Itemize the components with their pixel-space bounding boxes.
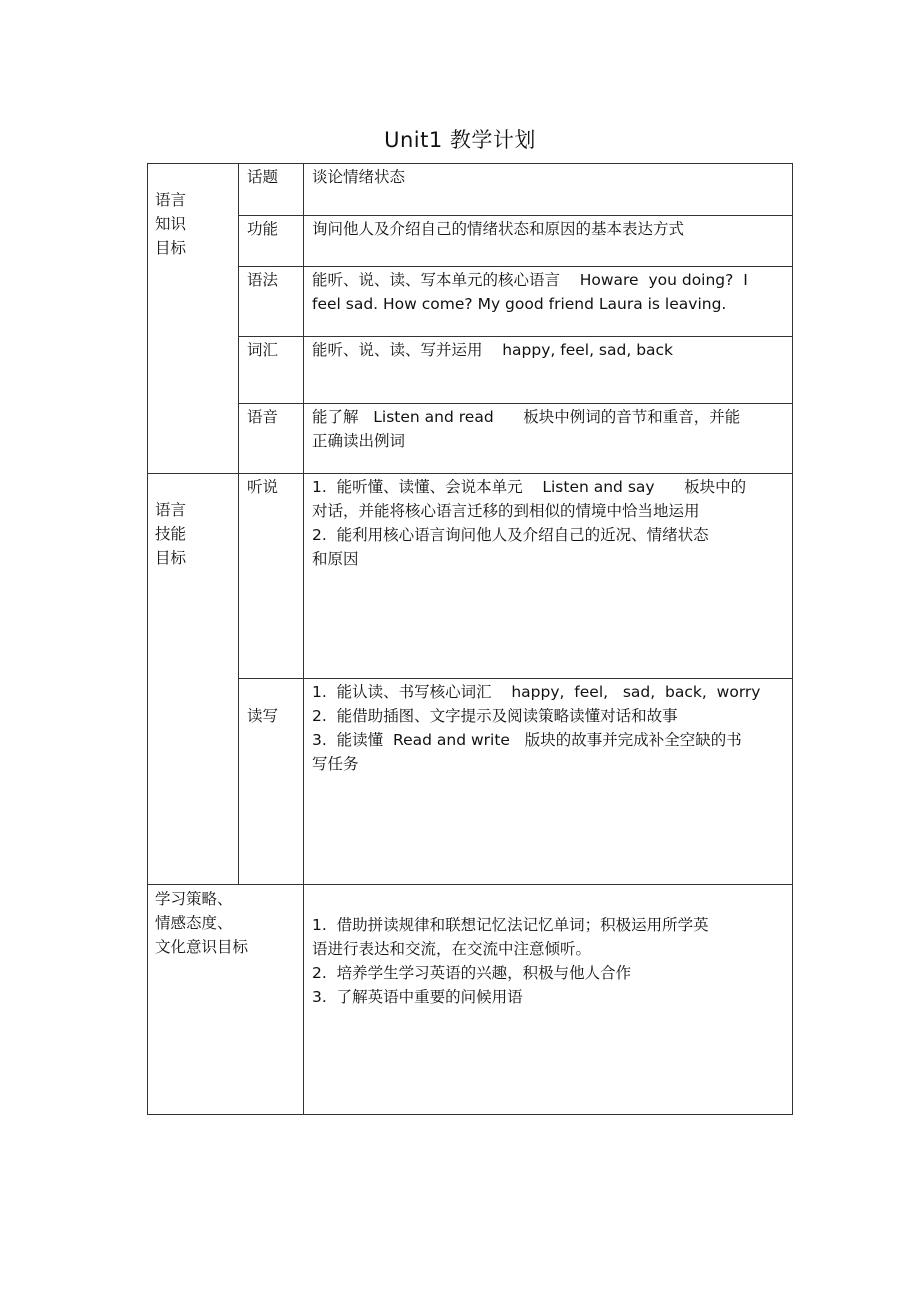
table-row <box>148 474 793 679</box>
subcategory-grammar: 语法 <box>239 267 304 337</box>
content-reading-writing <box>304 679 793 885</box>
table-row <box>148 337 793 404</box>
subcategory-vocabulary: 词汇 <box>239 337 304 404</box>
content-line: 1. 能认读、书写核心词汇 happy, feel, sad, back, worry <box>312 683 761 701</box>
content-line: 询问他人及介绍自己的情绪状态和原因的基本表达方式 <box>312 220 685 238</box>
content-line: 对话，并能将核心语言迁移的到相似的情境中恰当地运用 <box>312 502 700 520</box>
content-line: 1. 能听懂、读懂、会说本单元 Listen and say 板块中的 <box>312 478 747 496</box>
content-line: 1. 借助拼读规律和联想记忆法记忆单词；积极运用所学英 <box>312 916 709 934</box>
category-label-line: 知识 <box>155 215 187 233</box>
content-line: 和原因 <box>312 550 359 568</box>
content-grammar <box>304 267 793 337</box>
subcategory-listening-speaking: 听说 <box>239 474 304 679</box>
content-line: 能了解 Listen and read 板块中例词的音节和重音，并能 <box>312 408 741 426</box>
subcategory-function: 功能 <box>239 216 304 267</box>
teaching-plan-table <box>147 163 793 1115</box>
content-function <box>304 216 793 267</box>
content-line: 正确读出例词 <box>312 432 406 450</box>
subcategory-pronunciation: 语音 <box>239 404 304 474</box>
content-line: 3. 了解英语中重要的问候用语 <box>312 988 523 1006</box>
category-label-line: 语言 <box>155 191 187 209</box>
content-line: 谈论情绪状态 <box>312 168 406 186</box>
table-row <box>148 164 793 216</box>
content-line: 2. 能利用核心语言询问他人及介绍自己的近况、情绪状态 <box>312 526 709 544</box>
category-label-line: 技能 <box>155 525 187 543</box>
category-label-line: 语言 <box>155 501 187 519</box>
subcategory-topic: 话题 <box>239 164 304 216</box>
content-line: 能听、说、读、写本单元的核心语言 Howare you doing? I <box>312 271 748 289</box>
page-title: Unit1 教学计划 <box>384 128 536 152</box>
category-language-knowledge <box>148 164 239 474</box>
category-label-line: 情感态度、 <box>155 914 233 932</box>
content-topic <box>304 164 793 216</box>
content-pronunciation <box>304 404 793 474</box>
category-label-line: 文化意识目标 <box>155 938 249 956</box>
table-row <box>148 216 793 267</box>
content-line: feel sad. How come? My good friend Laura is leaving. <box>312 295 727 313</box>
table-row <box>148 885 793 1115</box>
content-vocabulary <box>304 337 793 404</box>
content-line: 3. 能读懂 Read and write 版块的故事并完成补全空缺的书 <box>312 731 742 749</box>
table-row <box>148 679 793 885</box>
table-row <box>148 267 793 337</box>
category-strategy-attitude-culture <box>148 885 304 1115</box>
content-line: 语进行表达和交流，在交流中注意倾听。 <box>312 940 592 958</box>
category-label-line: 目标 <box>155 239 187 257</box>
content-line: 2. 培养学生学习英语的兴趣，积极与他人合作 <box>312 964 632 982</box>
category-language-skills <box>148 474 239 885</box>
category-label-line: 目标 <box>155 549 187 567</box>
content-line: 2. 能借助插图、文字提示及阅读策略读懂对话和故事 <box>312 707 678 725</box>
content-listening-speaking <box>304 474 793 679</box>
category-label-line: 学习策略、 <box>155 890 233 908</box>
subcategory-reading-writing: 读写 <box>239 679 304 885</box>
table-row <box>148 404 793 474</box>
content-line: 写任务 <box>312 755 359 773</box>
content-strategy <box>304 885 793 1115</box>
content-line: 能听、说、读、写并运用 happy, feel, sad, back <box>312 341 674 359</box>
